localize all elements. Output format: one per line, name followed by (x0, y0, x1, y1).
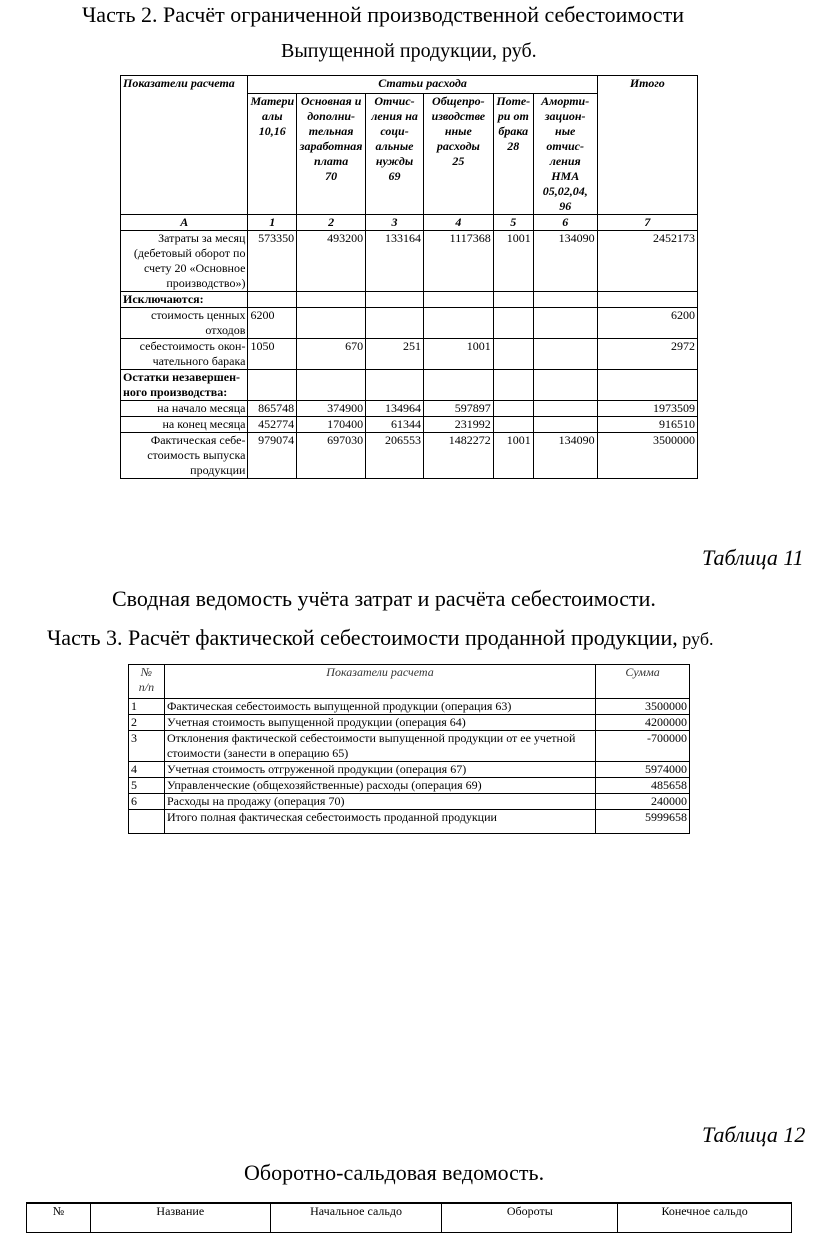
header-materials: Матери алы 10,16 (248, 94, 297, 215)
row-label: Затраты за месяц (дебетовый оборот по счету 20 «Основное производство») (121, 231, 248, 292)
header-name: Название (90, 1203, 270, 1233)
header-turnover: Обороты (442, 1203, 618, 1233)
header-number: № (27, 1203, 91, 1233)
table-row: 2 Учетная стоимость выпущенной продукции (операция 64) 4200000 (129, 715, 690, 731)
header-losses: Поте- ри от брака 28 (493, 94, 533, 215)
sold-cost-table (128, 664, 690, 834)
header-closing-balance: Конечное сальдо (618, 1203, 792, 1233)
table-row: 5 Управленческие (общехозяйственные) расходы (операция 69) 485658 (129, 778, 690, 794)
table-row: 6 Расходы на продажу (операция 70) 240000 (129, 794, 690, 810)
part2-subtitle: Выпущенной продукции, руб. (281, 40, 537, 62)
table11-title: Сводная ведомость учёта затрат и расчёта себестоимости. (112, 586, 656, 611)
header-cost-articles: Статьи расхода (248, 76, 597, 94)
table-row: Фактическая себе- стоимость выпуска продукции 979074 697030 206553 1482272 1001 134090 3500000 (121, 433, 698, 479)
table12-caption: Таблица 12 (702, 1122, 806, 1147)
total-row: Итого полная фактическая себестоимость проданной продукции 5999658 (129, 810, 690, 834)
table-row: 1 Фактическая себестоимость выпущенной продукции (операция 63) 3500000 (129, 699, 690, 715)
table-row: на начало месяца 865748 374900 134964 597897 1973509 (121, 401, 698, 417)
table-row: себестоимость окон- чательного барака 1050 670 251 1001 2972 (121, 339, 698, 370)
table-row: 4 Учетная стоимость отгруженной продукции (операция 67) 5974000 (129, 762, 690, 778)
column-numbers-row: А 1 2 3 4 5 6 7 (121, 215, 698, 231)
section-row: Исключаются: (121, 292, 698, 308)
table-row: 3 Отклонения фактической себестоимости выпущенной продукции от ее учетной стоимости (занести в операцию 65) -700000 (129, 731, 690, 762)
header-amortization: Аморти- зацион- ные отчис- ления НМА 05,02,04, 96 (533, 94, 597, 215)
section-row: Остатки незавершен- ного производства: (121, 370, 698, 401)
turnover-balance-table (26, 1202, 792, 1233)
table11-caption: Таблица 11 (702, 545, 804, 570)
part3-title: Часть 3. Расчёт фактической себестоимости проданной продукции, руб. (47, 625, 714, 650)
header-sum: Сумма (596, 665, 690, 699)
header-number: № п/п (129, 665, 165, 699)
part2-title: Часть 2. Расчёт ограниченной производственной себестоимости (82, 2, 684, 27)
table12-title: Оборотно-сальдовая ведомость. (244, 1160, 545, 1185)
header-social: Отчис- ления на соци- альные нужды 69 (366, 94, 424, 215)
header-total: Итого (597, 76, 697, 215)
header-indicators: Показатели расчета (121, 76, 248, 215)
header-overhead: Общепро- изводстве нные расходы 25 (423, 94, 493, 215)
header-opening-balance: Начальное сальдо (270, 1203, 442, 1233)
table-row: Затраты за месяц (дебетовый оборот по счету 20 «Основное производство») 573350 493200 133164 1117368 1001 134090 2452173 (121, 231, 698, 292)
table-row: на конец месяца 452774 170400 61344 231992 916510 (121, 417, 698, 433)
table-row: стоимость ценных отходов 6200 6200 (121, 308, 698, 339)
header-wages: Основная и дополни- тельная заработная плата 70 (297, 94, 366, 215)
production-cost-table (120, 75, 698, 479)
header-indicators: Показатели расчета (164, 665, 595, 699)
